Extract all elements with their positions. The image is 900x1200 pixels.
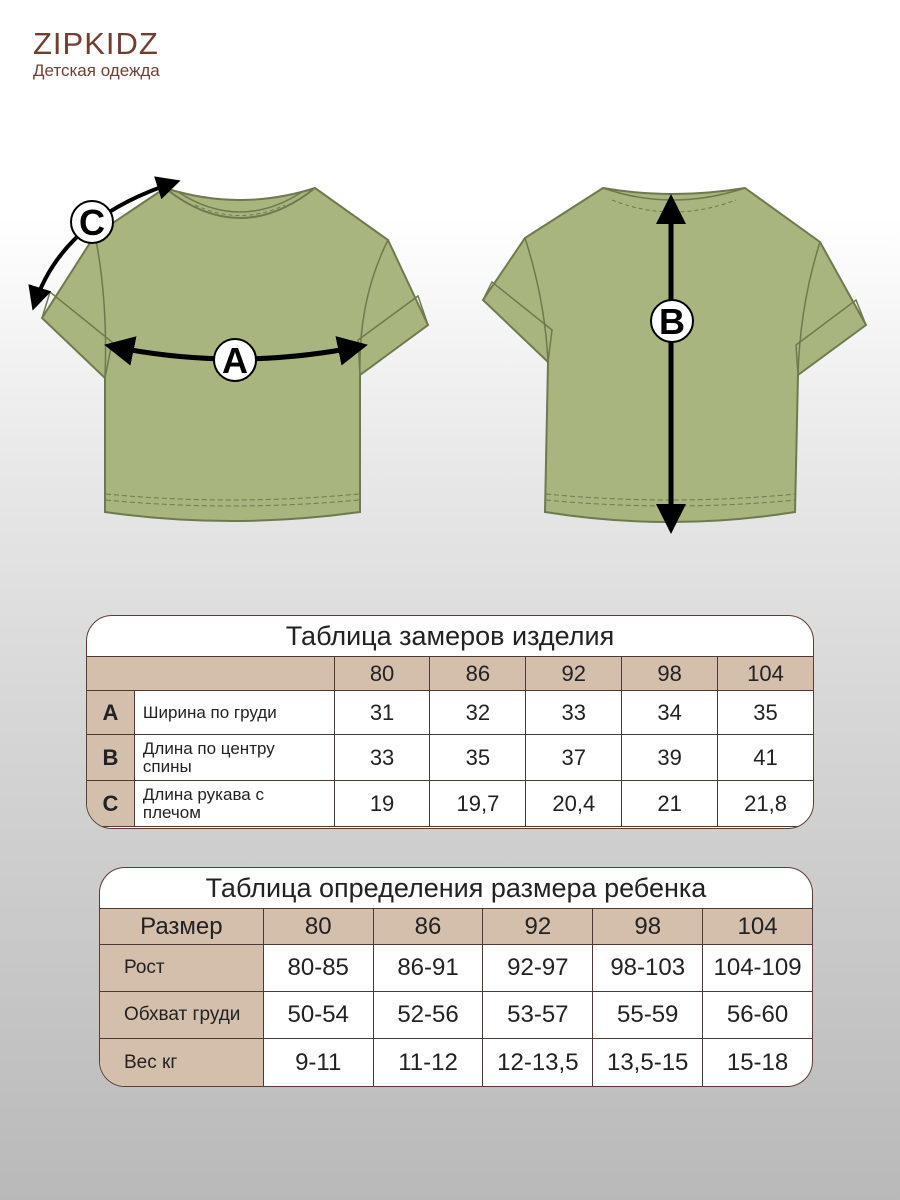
table-cell: 31 — [334, 691, 430, 735]
size-table-title: Таблица определения размера ребенка — [205, 873, 707, 903]
row-label: Рост — [100, 945, 264, 992]
marker-a — [214, 339, 256, 381]
row-label — [134, 781, 334, 827]
table-cell: 35 — [718, 691, 814, 735]
row-letter: A — [87, 691, 135, 735]
row-label-line: плечом — [142, 802, 201, 822]
brand-subtitle: Детская одежда — [33, 61, 160, 80]
row-label: Ширина по груди — [134, 691, 334, 735]
row-letter: B — [87, 735, 135, 781]
table-cell: 56-60 — [703, 992, 813, 1039]
table-cell: 104-109 — [703, 945, 813, 992]
table-cell: 53-57 — [483, 992, 593, 1039]
marker-b — [651, 300, 693, 342]
table-cell: 9-11 — [263, 1039, 373, 1087]
size-header: 80 — [263, 909, 373, 945]
tshirt-illustration — [0, 170, 900, 540]
table-cell: 92-97 — [483, 945, 593, 992]
table-cell: 98-103 — [593, 945, 703, 992]
table-cell: 33 — [334, 735, 430, 781]
table-cell: 55-59 — [593, 992, 703, 1039]
brand-block — [33, 28, 160, 81]
svg-text:A: A — [222, 340, 248, 381]
size-header: 86 — [430, 657, 526, 691]
size-header-label: Размер — [100, 909, 264, 945]
brand-name: ZIPKIDZ — [33, 26, 159, 61]
header-empty-cell — [87, 657, 335, 691]
table-cell: 41 — [718, 735, 814, 781]
size-header: 86 — [373, 909, 483, 945]
table-cell: 35 — [430, 735, 526, 781]
marker-c — [71, 201, 113, 243]
row-label — [134, 735, 334, 781]
size-header: 104 — [703, 909, 813, 945]
size-table — [99, 908, 813, 1087]
row-label-line: спины — [142, 756, 192, 776]
table-row — [100, 945, 813, 992]
table-cell: 33 — [526, 691, 622, 735]
size-header: 98 — [593, 909, 703, 945]
measurements-table — [86, 656, 814, 827]
table-cell: 13,5-15 — [593, 1039, 703, 1087]
table-row — [87, 781, 814, 827]
table-cell: 34 — [622, 691, 718, 735]
table-row — [100, 992, 813, 1039]
measurements-table-card — [86, 615, 814, 829]
table-cell: 19,7 — [430, 781, 526, 827]
row-label-line: Длина по центру — [142, 738, 275, 758]
back-shirt — [483, 188, 866, 522]
table-cell: 37 — [526, 735, 622, 781]
table-cell: 21,8 — [718, 781, 814, 827]
table-cell: 50-54 — [263, 992, 373, 1039]
table-cell: 39 — [622, 735, 718, 781]
table-cell: 80-85 — [263, 945, 373, 992]
svg-text:C: C — [79, 202, 105, 243]
table-cell: 86-91 — [373, 945, 483, 992]
size-header: 92 — [526, 657, 622, 691]
size-header: 104 — [718, 657, 814, 691]
row-label: Обхват груди — [100, 992, 264, 1039]
table-cell: 19 — [334, 781, 430, 827]
size-header: 98 — [622, 657, 718, 691]
measurements-header-row — [87, 657, 814, 691]
size-header-row — [100, 909, 813, 945]
size-header: 80 — [334, 657, 430, 691]
table-cell: 15-18 — [703, 1039, 813, 1087]
size-table-card — [99, 867, 813, 1087]
row-label-line: Длина рукава с — [142, 784, 264, 804]
row-label: Вес кг — [100, 1039, 264, 1087]
table-cell: 21 — [622, 781, 718, 827]
table-row — [87, 735, 814, 781]
table-cell: 20,4 — [526, 781, 622, 827]
table-cell: 32 — [430, 691, 526, 735]
table-row — [100, 1039, 813, 1087]
svg-text:B: B — [659, 301, 685, 342]
table-cell: 12-13,5 — [483, 1039, 593, 1087]
measurements-table-title: Таблица замеров изделия — [285, 621, 615, 651]
table-cell: 11-12 — [373, 1039, 483, 1087]
table-row — [87, 691, 814, 735]
row-letter: C — [87, 781, 135, 827]
table-cell: 52-56 — [373, 992, 483, 1039]
size-header: 92 — [483, 909, 593, 945]
